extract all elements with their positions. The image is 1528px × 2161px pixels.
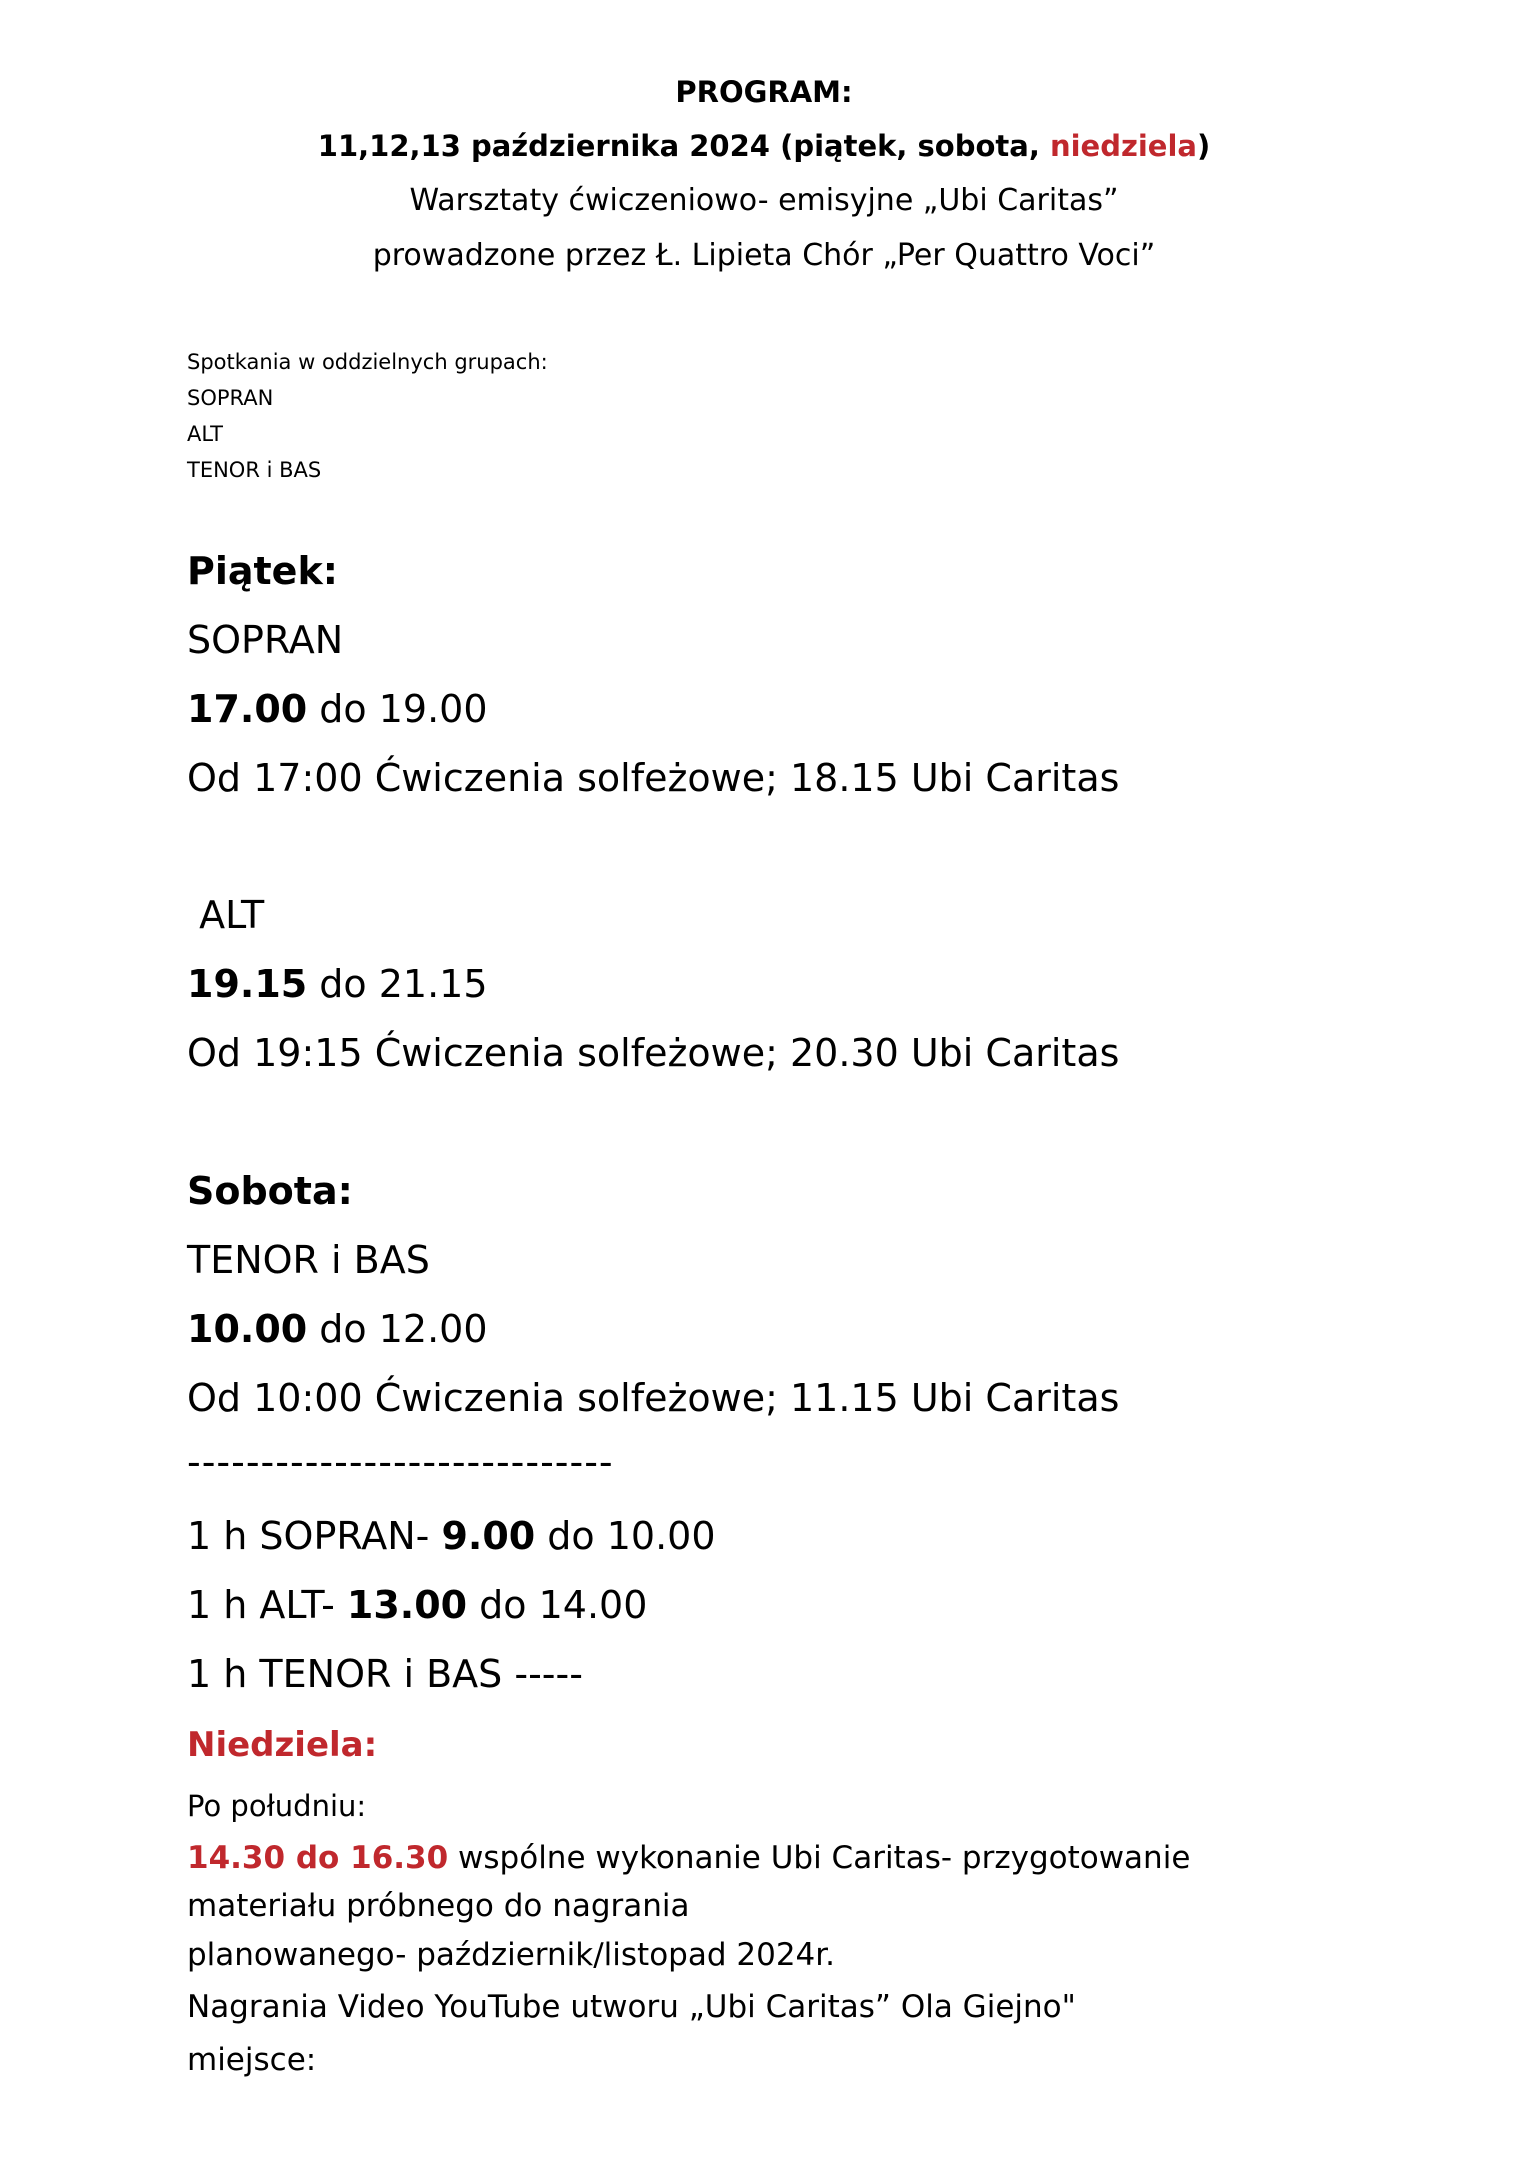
friday-alt-end: do 21.15 [307,962,488,1006]
dates-sunday-highlight: niedziela [1049,129,1197,163]
workshop-leader: prowadzone przez Ł. Lipieta Chór „Per Quattro Voci” [372,238,1156,273]
friday-sopran-start: 17.00 [187,687,308,731]
saturday-extra-tenor-bas [187,1649,583,1699]
sunday-line-5: miejsce: [187,2042,317,2078]
saturday-end: do 12.00 [307,1307,488,1351]
saturday-start: 10.00 [187,1307,308,1351]
friday-sopran-time [187,684,488,734]
groups-intro-item: TENOR i BAS [187,458,322,482]
friday-sopran-group: SOPRAN [187,618,344,662]
friday-alt-start: 19.15 [187,962,308,1006]
program-title: PROGRAM: [675,75,853,109]
sunday-time: 14.30 do 16.30 [187,1840,449,1876]
saturday-time [187,1304,488,1354]
groups-intro-item: ALT [187,422,224,446]
saturday-heading: Sobota: [187,1169,353,1213]
saturday-group: TENOR i BAS [187,1238,430,1282]
extra-prefix: 1 h SOPRAN- [187,1514,442,1558]
program-dates [0,126,1528,166]
sunday-line-1 [187,1838,1190,1878]
sunday-line-3: planowanego- październik/listopad 2024r. [187,1937,836,1973]
friday-heading: Piątek: [187,549,338,593]
sunday-line-1-rest: wspólne wykonanie Ubi Caritas- przygotowanie [448,1840,1191,1876]
friday-alt-detail: Od 19:15 Ćwiczenia solfeżowe; 20.30 Ubi Caritas [187,1031,1120,1075]
saturday-separator: ----------------------------- [187,1440,614,1484]
friday-alt-time [187,959,488,1009]
extra-prefix: 1 h ALT- [187,1583,347,1627]
extra-start: 9.00 [441,1514,536,1558]
sunday-afternoon: Po południu: [187,1789,367,1823]
sunday-heading: Niedziela: [187,1725,378,1765]
dates-prefix: 11,12,13 października 2024 (piątek, sobota, [317,129,1050,163]
extra-start: 13.00 [346,1583,468,1627]
friday-sopran-end: do 19.00 [307,687,488,731]
workshop-name: Warsztaty ćwiczeniowo- emisyjne „Ubi Caritas” [409,183,1119,218]
dates-suffix: ) [1196,129,1211,163]
friday-sopran-detail: Od 17:00 Ćwiczenia solfeżowe; 18.15 Ubi Caritas [187,756,1120,800]
groups-intro-label: Spotkania w oddzielnych grupach: [187,350,548,374]
saturday-extra-alt [187,1580,647,1630]
extra-end: do 10.00 [535,1514,716,1558]
friday-alt-group: ALT [187,893,265,937]
groups-intro-item: SOPRAN [187,386,274,410]
saturday-detail: Od 10:00 Ćwiczenia solfeżowe; 11.15 Ubi Caritas [187,1376,1120,1420]
sunday-line-4: Nagrania Video YouTube utworu „Ubi Caritas” Ola Giejno" [187,1989,1076,2025]
saturday-extra-sopran [187,1511,716,1561]
sunday-line-2: materiału próbnego do nagrania [187,1888,690,1924]
extra-end: do 14.00 [467,1583,648,1627]
extra-prefix: 1 h TENOR i BAS ----- [187,1652,583,1696]
